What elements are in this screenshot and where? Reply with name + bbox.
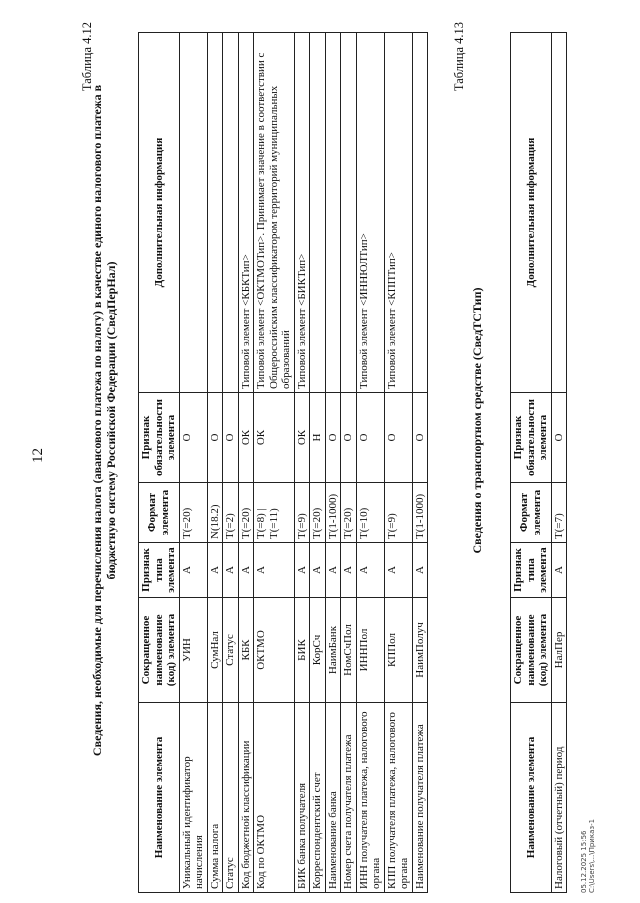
cell-code: Статус (223, 598, 239, 703)
column-header: Формат элемента (511, 483, 552, 543)
cell-name: ИНН получателя платежа, налогового органа (356, 703, 384, 893)
cell-format: Т(=20) (179, 483, 207, 543)
cell-type: А (341, 543, 357, 598)
column-header: Признак обязательности элемента (511, 393, 552, 483)
cell-code: НаимПолуч (412, 598, 428, 703)
cell-info: Типовой элемент <КППТип> (384, 33, 412, 393)
cell-type: А (325, 543, 341, 598)
table-caption: Сведения, необходимые для перечисления налога (авансового платежа по налогу) в качестве единого налогового платежа в бюджетную систему Российской Федерации (СведПерНал) (90, 84, 118, 757)
cell-code: НомСчПол (341, 598, 357, 703)
cell-type: А (179, 543, 207, 598)
cell-info: Типовой элемент <ОКТМОТип>. Принимает значение в соответствии с Общероссийским классификатором территорий муниципальных образований (254, 33, 295, 393)
cell-format: Т(=20) (341, 483, 357, 543)
cell-required: О (179, 393, 207, 483)
cell-info (179, 33, 207, 393)
cell-required: О (325, 393, 341, 483)
cell-format: Т(=9) (384, 483, 412, 543)
cell-type: А (223, 543, 239, 598)
cell-type: А (356, 543, 384, 598)
cell-required: О (551, 393, 567, 483)
cell-required: О (412, 393, 428, 483)
cell-required: Н (310, 393, 326, 483)
cell-format: Т(=2) (223, 483, 239, 543)
file-stamp (580, 819, 596, 893)
cell-code: НаимБанк (325, 598, 341, 703)
cell-info (207, 33, 223, 393)
column-header: Признак обязательности элемента (139, 393, 180, 483)
cell-name: Сумма налога (207, 703, 223, 893)
cell-info (412, 33, 428, 393)
table-row (356, 33, 384, 893)
cell-type: А (207, 543, 223, 598)
cell-required: О (207, 393, 223, 483)
stamp-path: С:\Users\...\Приказ-1 (588, 818, 596, 893)
page-number: 12 (30, 448, 46, 463)
table-row (207, 33, 223, 893)
cell-type: А (310, 543, 326, 598)
header-row (139, 33, 180, 893)
table-row (223, 33, 239, 893)
cell-name: КПП получателя платежа, налогового органа (384, 703, 412, 893)
table-row (254, 33, 295, 893)
cell-type: А (254, 543, 295, 598)
cell-name: Статус (223, 703, 239, 893)
column-header: Наименование элемента (139, 703, 180, 893)
cell-info (551, 33, 567, 393)
elements-table (138, 32, 428, 893)
stamp-date: 05.12.2025 15:56 (580, 830, 588, 893)
table-row (384, 33, 412, 893)
cell-info (223, 33, 239, 393)
table-row (341, 33, 357, 893)
cell-name: Налоговый (отчетный) период (551, 703, 567, 893)
cell-name: Уникальный идентификатор начисления (179, 703, 207, 893)
cell-code: КППол (384, 598, 412, 703)
vehicle-table (510, 32, 567, 893)
cell-name: БИК банка получателя (294, 703, 310, 893)
cell-info (325, 33, 341, 393)
cell-format: Т(=7) (551, 483, 567, 543)
header-row (511, 33, 552, 893)
column-header: Признак типа элемента (511, 543, 552, 598)
cell-name: Код бюджетной классификации (238, 703, 254, 893)
cell-type: А (412, 543, 428, 598)
cell-name: Код по ОКТМО (254, 703, 295, 893)
cell-type: А (551, 543, 567, 598)
cell-code: КБК (238, 598, 254, 703)
column-header: Наименование элемента (511, 703, 552, 893)
cell-required: О (356, 393, 384, 483)
cell-format: Т(=10) (356, 483, 384, 543)
cell-code: СумНал (207, 598, 223, 703)
cell-required: ОК (238, 393, 254, 483)
cell-required: ОК (254, 393, 295, 483)
column-header: Сокращенное наименование (код) элемента (139, 598, 180, 703)
cell-type: А (294, 543, 310, 598)
cell-required: О (341, 393, 357, 483)
cell-info: Типовой элемент <БИКТип> (294, 33, 310, 393)
cell-format: Т(1-1000) (412, 483, 428, 543)
cell-code: УИН (179, 598, 207, 703)
cell-info: Типовой элемент <КБКТип> (238, 33, 254, 393)
table-row (325, 33, 341, 893)
table-row (238, 33, 254, 893)
table-row (551, 33, 567, 893)
cell-format: Т(=9) (294, 483, 310, 543)
table-row (412, 33, 428, 893)
cell-format: Т(=8) | Т(=11) (254, 483, 295, 543)
cell-required: О (384, 393, 412, 483)
cell-name: Корреспондентский счет (310, 703, 326, 893)
table-row (294, 33, 310, 893)
cell-format: Т(1-1000) (325, 483, 341, 543)
table-label: Таблица 4.13 (452, 22, 466, 92)
column-header: Признак типа элемента (139, 543, 180, 598)
column-header: Формат элемента (139, 483, 180, 543)
cell-code: БИК (294, 598, 310, 703)
cell-name: Наименование получателя платежа (412, 703, 428, 893)
cell-info (310, 33, 326, 393)
column-header: Сокращенное наименование (код) элемента (511, 598, 552, 703)
cell-code: КорСч (310, 598, 326, 703)
cell-info (341, 33, 357, 393)
table-caption: Сведения о транспортном средстве (СведТСТип) (470, 287, 484, 554)
cell-name: Наименование банка (325, 703, 341, 893)
cell-required: О (223, 393, 239, 483)
cell-name: Номер счета получателя платежа (341, 703, 357, 893)
table-label: Таблица 4.12 (80, 22, 94, 92)
cell-code: НалПер (551, 598, 567, 703)
cell-info: Типовой элемент <ИННЮЛТип> (356, 33, 384, 393)
cell-format: Т(=20) (238, 483, 254, 543)
column-header: Дополнительная информация (139, 33, 180, 393)
cell-code: ОКТМО (254, 598, 295, 703)
cell-format: N(18.2) (207, 483, 223, 543)
table-row (310, 33, 326, 893)
cell-code: ИННПол (356, 598, 384, 703)
cell-type: А (384, 543, 412, 598)
column-header: Дополнительная информация (511, 33, 552, 393)
cell-required: ОК (294, 393, 310, 483)
table-row (179, 33, 207, 893)
cell-format: Т(=20) (310, 483, 326, 543)
cell-type: А (238, 543, 254, 598)
